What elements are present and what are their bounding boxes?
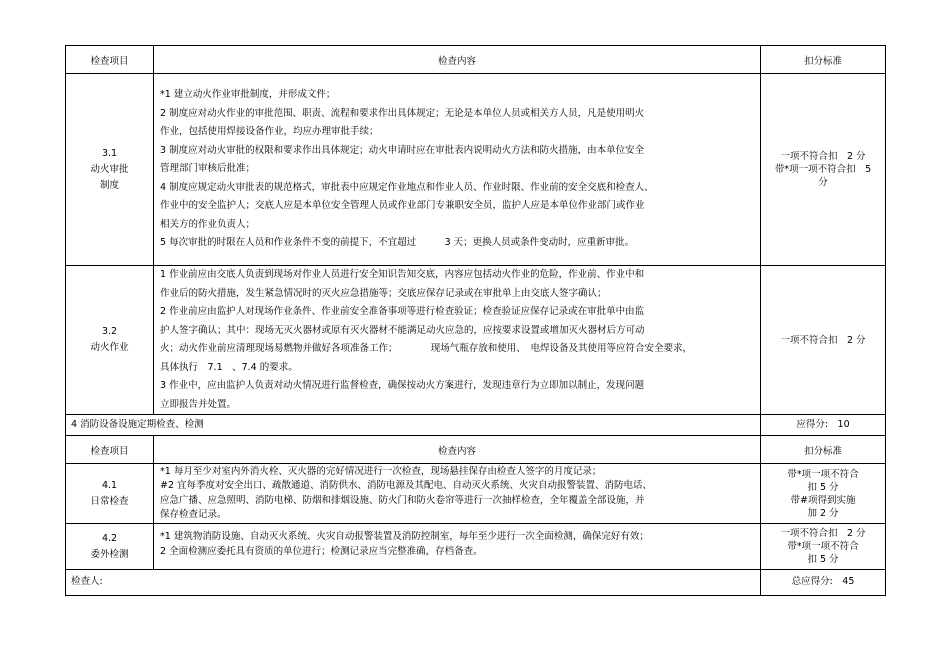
content-line: 火；动火作业前应清理现场易燃物并做好各项准备工作； 现场气瓶存放和使用、 电焊设备及其使用等应符合安全要求， [160, 343, 693, 354]
deduction-line: 一项不符合扣 2 分 [780, 528, 866, 539]
header-row [66, 46, 886, 74]
section-score: 应得分: 10 [761, 415, 886, 436]
deduction-cell [761, 464, 886, 524]
content-cell [154, 524, 761, 570]
content-line: 1 作业前应由交底人负责到现场对作业人员进行安全知识告知交底，内容应包括动火作业的危险，作业前、作业中和 [160, 269, 645, 280]
item-name: 委外检测 [90, 548, 129, 560]
content-line: 3 制度应对动火审批的权限和要求作出具体规定；动火申请时应在审批表内说明动火方法和防火措施，由本单位安全 [160, 144, 645, 156]
inspector-label: 检查人: [66, 570, 761, 596]
content-line: 相关方的作业负责人； [160, 218, 256, 230]
deduction-cell [761, 266, 886, 415]
header-deduction: 扣分标准 [761, 46, 886, 74]
deduction-line: 一项不符合扣 2 分 [780, 334, 866, 346]
content-line: 具体执行 7.1 、7.4 的要求。 [160, 361, 298, 373]
deduction-line: 加 2 分 [807, 507, 839, 519]
content-line: 应急广播、应急照明、消防电梯、防烟和排烟设施、防火门和防火卷帘等进行一次抽样检查，全年覆盖全部设施，并 [160, 494, 645, 506]
content-line: 管理部门审核后批准； [160, 163, 256, 175]
deduction-line: 带*项一项不符合 [787, 468, 859, 480]
content-line: 5 每次审批的时限在人员和作业条件不变的前提下，不宜超过 3 天；更换人员或条件变动时，应重新审批。 [160, 237, 635, 249]
item-cell [66, 524, 154, 570]
header-item: 检查项目 [66, 436, 154, 464]
deduction-line: 带*项一项不符合 [787, 541, 859, 552]
inspection-table [65, 45, 886, 596]
content-line: 保存检查记录。 [160, 509, 227, 520]
content-line: 4 制度应规定动火审批表的规范格式，审批表中应规定作业地点和作业人员、作业时限、作业前的安全交底和检查人、 [160, 181, 654, 193]
deduction-line: 带*项一项不符合扣 5 [774, 164, 872, 175]
item-number: 4.2 [101, 532, 118, 544]
deduction-cell [761, 524, 886, 570]
deduction-line: 带#项得到实施 [790, 494, 856, 506]
header-deduction: 扣分标准 [761, 436, 886, 464]
deduction-line: 扣 5 分 [807, 554, 839, 565]
content-line: 护人签字确认；其中：现场无灭火器材或原有灭火器材不能满足动火应急的，应按要求设置或增加灭火器材后方可动 [160, 324, 645, 336]
content-line: 3 作业中，应由监护人负责对动火情况进行监督检查，确保按动火方案进行，发现违章行为立即加以制止，发现问题 [160, 380, 645, 391]
total-score: 总应得分: 45 [761, 570, 886, 596]
content-cell [154, 266, 761, 415]
table-row [66, 524, 886, 570]
item-name: 制度 [99, 179, 119, 191]
content-line: 立即报告并处置。 [160, 398, 237, 410]
item-number: 3.2 [101, 326, 118, 337]
item-cell [66, 266, 154, 415]
content-line: 2 全面检测应委托具有资质的单位进行；检测记录应当完整准确，存档备查。 [160, 546, 483, 557]
deduction-cell [761, 74, 886, 266]
content-cell [154, 464, 761, 524]
content-line: 2 制度应对动火作业的审批范围、职责、流程和要求作出具体规定；无论是本单位人员或相关方人员，凡是使用明火 [160, 107, 645, 119]
table-row [66, 266, 886, 415]
item-name: 动火作业 [90, 342, 129, 353]
section-title: 4 消防设备设施定期检查、检测 [66, 415, 761, 436]
header-content: 检查内容 [154, 436, 761, 464]
content-line: #2 宜每季度对安全出口、疏散通道、消防供水、消防电源及其配电、自动灭火系统、火灾自动报警装置、消防电话、 [160, 480, 653, 491]
deduction-line: 分 [818, 177, 828, 188]
content-line: 作业，包括使用焊接设备作业，均应办理审批手续； [160, 126, 379, 138]
content-line: *1 每月至少对室内外消火栓、灭火器的完好情况进行一次检查，现场悬挂保存由检查人签字的月度记录； [160, 465, 602, 477]
header-item: 检查项目 [66, 46, 154, 74]
item-name: 日常检查 [90, 495, 129, 507]
deduction-line: 一项不符合扣 2 分 [780, 151, 866, 162]
table-row [66, 464, 886, 524]
item-number: 4.1 [101, 479, 118, 491]
item-name: 动火审批 [90, 163, 129, 175]
section-row [66, 415, 886, 436]
content-line: 2 作业前应由监护人对现场作业条件、作业前安全准备事项等进行检查验证；检查验证应保存记录或在审批单中由监 [160, 306, 645, 317]
content-cell [154, 74, 761, 266]
item-cell [66, 464, 154, 524]
item-cell [66, 74, 154, 266]
content-line: *1 建立动火作业审批制度，并形成文件； [160, 89, 336, 101]
content-line: *1 建筑物消防设施、自动灭火系统、火灾自动报警装置及消防控制室，每年至少进行一次全面检测，确保完好有效； [160, 531, 649, 542]
header-content: 检查内容 [154, 46, 761, 74]
item-number: 3.1 [101, 147, 118, 159]
table-row [66, 74, 886, 266]
content-line: 作业后的防火措施，发生紧急情况时的灭火应急措施等；交底应保存记录或在审批单上由交底人签字确认； [160, 287, 607, 299]
content-line: 作业中的安全监护人；交底人应是本单位安全管理人员或作业部门专兼职安全员，监护人应是本单位作业部门或作业 [160, 200, 645, 212]
header-row [66, 436, 886, 464]
deduction-line: 扣 5 分 [807, 481, 839, 493]
footer-row [66, 570, 886, 596]
